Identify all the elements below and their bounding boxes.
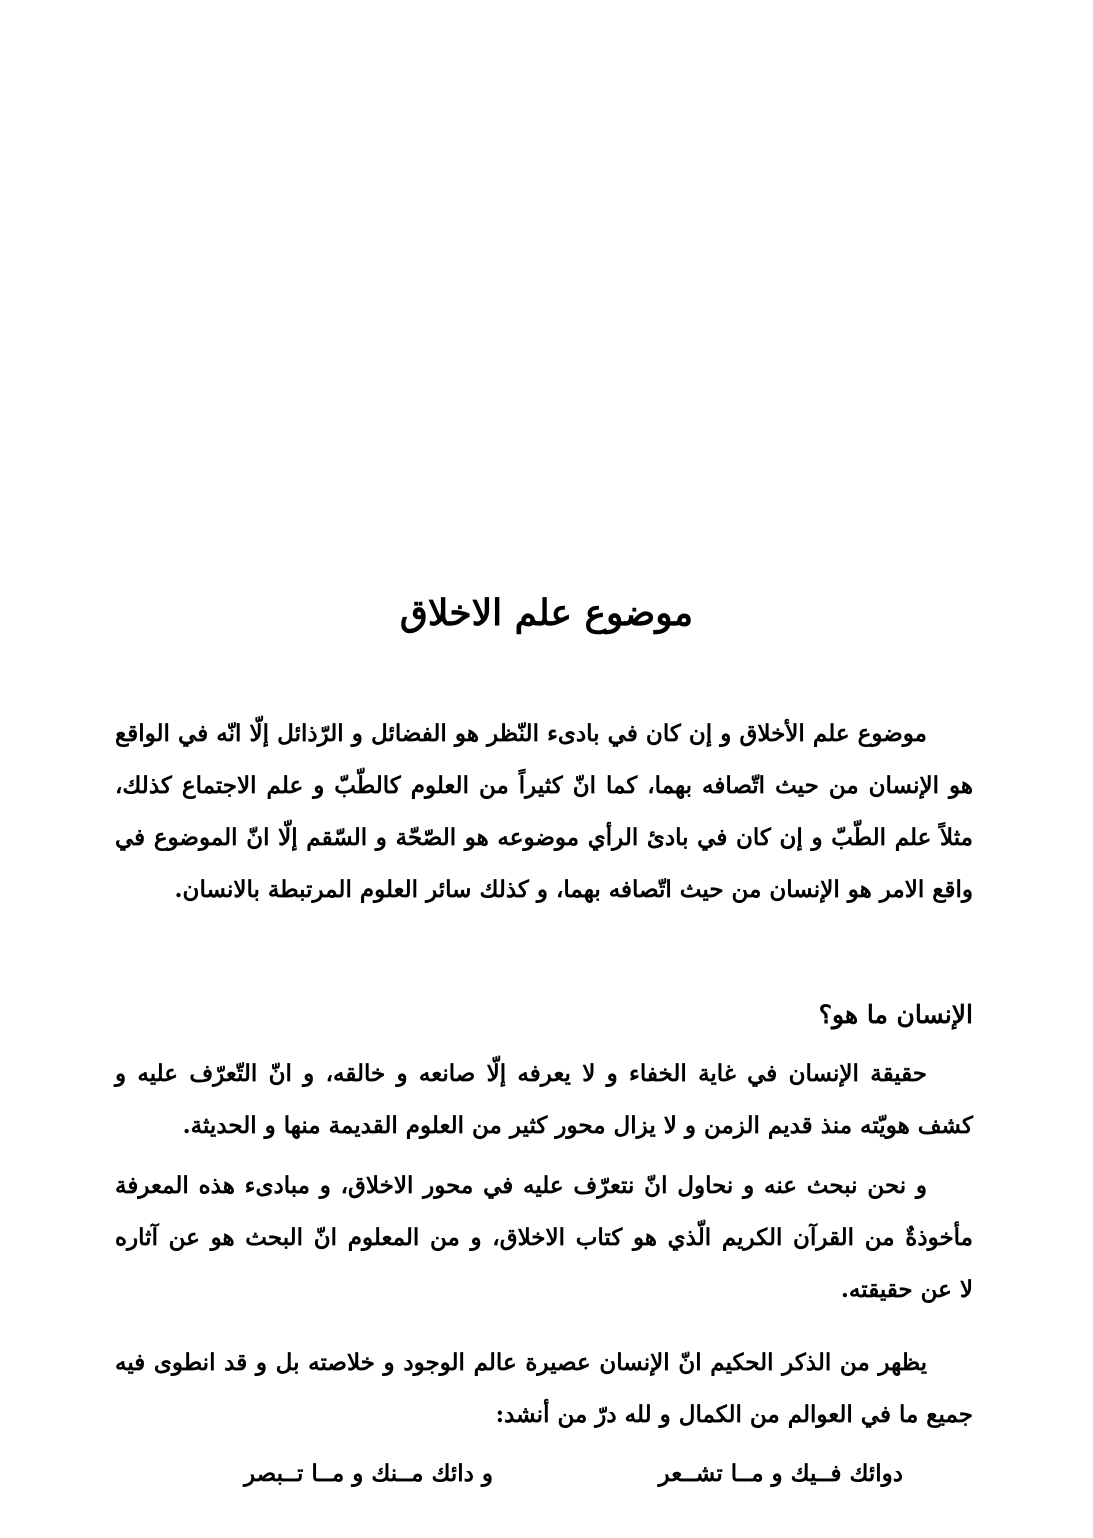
paragraph-line: لا عن حقيقته. <box>840 1276 973 1303</box>
section-heading: الإنسان ما هو؟ <box>818 1000 973 1029</box>
paragraph-line: مثلاً علم الطّبّ و إن كان في بادئ الرأي موضوعه هو الصّحّة و السّقم إلّا انّ الموضوع في <box>115 824 973 851</box>
quran-paragraph <box>115 1337 973 1441</box>
paragraph-line: مأخوذةٌ من القرآن الكريم الّذي هو كتاب الاخلاق، و من المعلوم انّ البحث هو عن آثاره <box>115 1224 973 1251</box>
page-title: موضوع علم الاخلاق <box>399 592 694 634</box>
research-paragraph <box>115 1160 973 1316</box>
poem-verse <box>0 1448 1093 1500</box>
paragraph-line: حقيقة الإنسان في غاية الخفاء و لا يعرفه إلّا صانعه و خالقه، و انّ التّعرّف عليه و <box>115 1060 927 1087</box>
human-reality-paragraph <box>115 1048 973 1152</box>
paragraph-line: جميع ما في العوالم من الكمال و لله درّ من أنشد: <box>495 1401 973 1428</box>
paragraph-line: هو الإنسان من حيث اتّصافه بهما، كما انّ كثيراً من العلوم كالطّبّ و علم الاجتماع كذلك، <box>115 772 973 799</box>
paragraph-line: موضوع علم الأخلاق و إن كان في بادىء النّظر هو الفضائل و الرّذائل إلّا انّه في الواقع <box>115 720 927 747</box>
verse-second-hemistich: و دائك مــنك و مــا تــبصر <box>243 1460 493 1487</box>
paragraph-line: واقع الامر هو الإنسان من حيث اتّصافه بهما، و كذلك سائر العلوم المرتبطة بالانسان. <box>174 876 973 903</box>
verse-first-hemistich: دوائك فــيك و مــا تشــعر <box>658 1460 903 1487</box>
paragraph-line: كشف هويّته منذ قديم الزمن و لا يزال محور كثير من العلوم القديمة منها و الحديثة. <box>182 1112 973 1139</box>
paragraph-line: يظهر من الذكر الحكيم انّ الإنسان عصيرة عالم الوجود و خلاصته بل و قد انطوى فيه <box>115 1349 927 1376</box>
intro-paragraph <box>115 708 973 916</box>
paragraph-line: و نحن نبحث عنه و نحاول انّ نتعرّف عليه في محور الاخلاق، و مبادىء هذه المعرفة <box>115 1172 927 1199</box>
